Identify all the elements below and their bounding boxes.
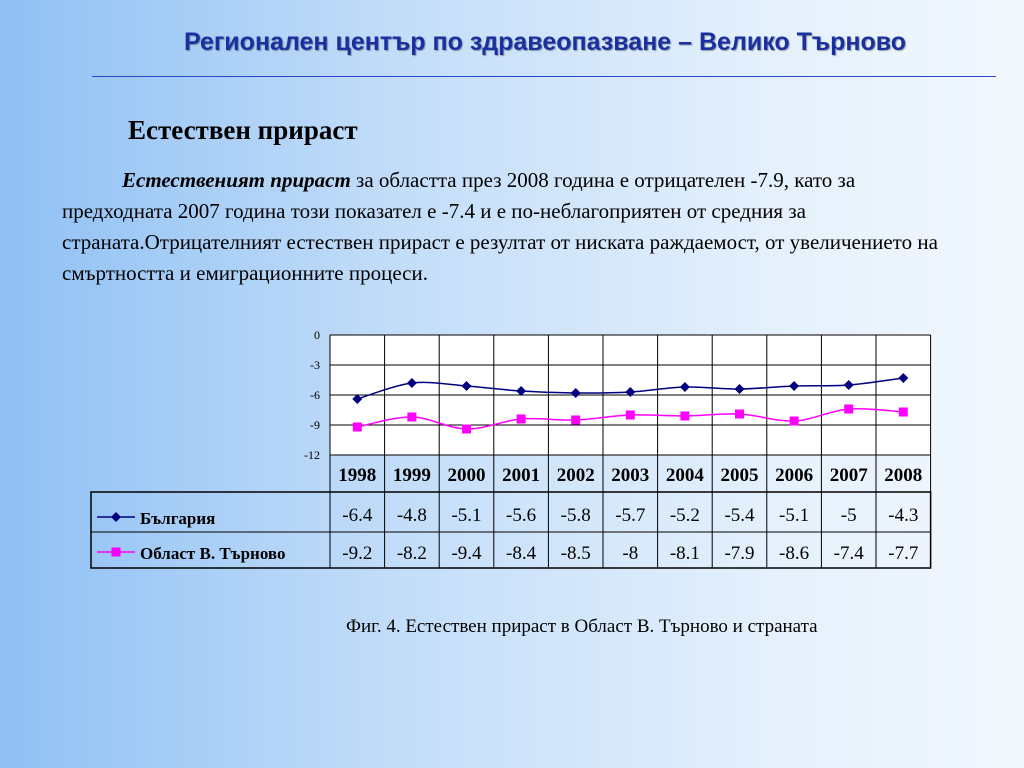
x-tick-label: 2000 [447,465,486,486]
x-tick-label: 1998 [338,465,377,486]
data-table-value: -8.1 [669,543,700,564]
data-table-value: -8.5 [560,543,591,564]
data-point [899,408,908,417]
data-point [626,411,635,420]
data-table-value: -5 [840,505,857,526]
data-point [517,415,526,424]
legend-key-marker [112,548,121,557]
data-table-value: -4.3 [888,505,919,526]
x-tick-label: 2008 [884,465,923,486]
page-header-title: Регионален център по здравеопазване – Велико Търново [183,28,907,56]
data-table-value: -5.6 [506,505,537,526]
x-tick-label: 2007 [829,465,868,486]
data-table-value: -6.4 [342,505,373,526]
data-table-value: -4.8 [396,505,427,526]
x-tick-label: 2002 [556,465,595,486]
data-table-value: -8 [622,543,639,564]
data-point [353,423,362,432]
x-tick-label: 1999 [392,465,431,486]
data-table-value: -5.1 [779,505,810,526]
paragraph-text: за областта през 2008 година е отрицателен -7.9, като за предходната 2007 година този показател е -7.4 и е по-неблагоприятен от средния за страната.Отрицателният естествен прираст е резултат от ниската раждаемост, от увеличението на смъртността и емиграционните процеси. [62,168,938,285]
data-point [790,417,799,426]
legend-label: Област В. Търново [140,544,286,563]
data-point [462,425,471,434]
data-point [680,412,689,421]
data-table-value: -7.4 [833,543,864,564]
section-title: Естествен прираст [128,115,358,145]
legend-key-marker [111,512,121,522]
data-table-value: -5.2 [669,505,700,526]
data-point [571,416,580,425]
x-tick-label: 2001 [502,465,541,486]
data-table-value: -5.4 [724,505,755,526]
data-table-value: -8.6 [779,543,810,564]
data-point [407,413,416,422]
x-tick-label: 2003 [611,465,650,486]
x-tick-label: 2004 [665,465,704,486]
y-tick-label: -3 [310,358,320,372]
data-table-value: -7.9 [724,543,755,564]
legend-label: България [140,509,216,528]
data-point [735,410,744,419]
data-table-value: -9.2 [342,543,373,564]
data-table-value: -8.2 [396,543,427,564]
y-tick-label: -12 [304,448,320,462]
x-tick-label: 2006 [775,465,814,486]
y-tick-label: -9 [310,418,320,432]
data-table-value: -8.4 [506,543,537,564]
data-table-value: -9.4 [451,543,482,564]
y-tick-label: -6 [310,388,320,402]
paragraph-lead: Естественият прираст [122,168,351,192]
y-tick-label: 0 [314,328,320,342]
figure-caption: Фиг. 4. Естествен прираст в Област В. Търново и страната [346,616,818,637]
data-table-value: -5.1 [451,505,482,526]
data-table-value: -7.7 [888,543,919,564]
data-table-value: -5.7 [615,505,646,526]
data-table-value: -5.8 [560,505,591,526]
x-tick-label: 2005 [720,465,759,486]
data-point [844,405,853,414]
